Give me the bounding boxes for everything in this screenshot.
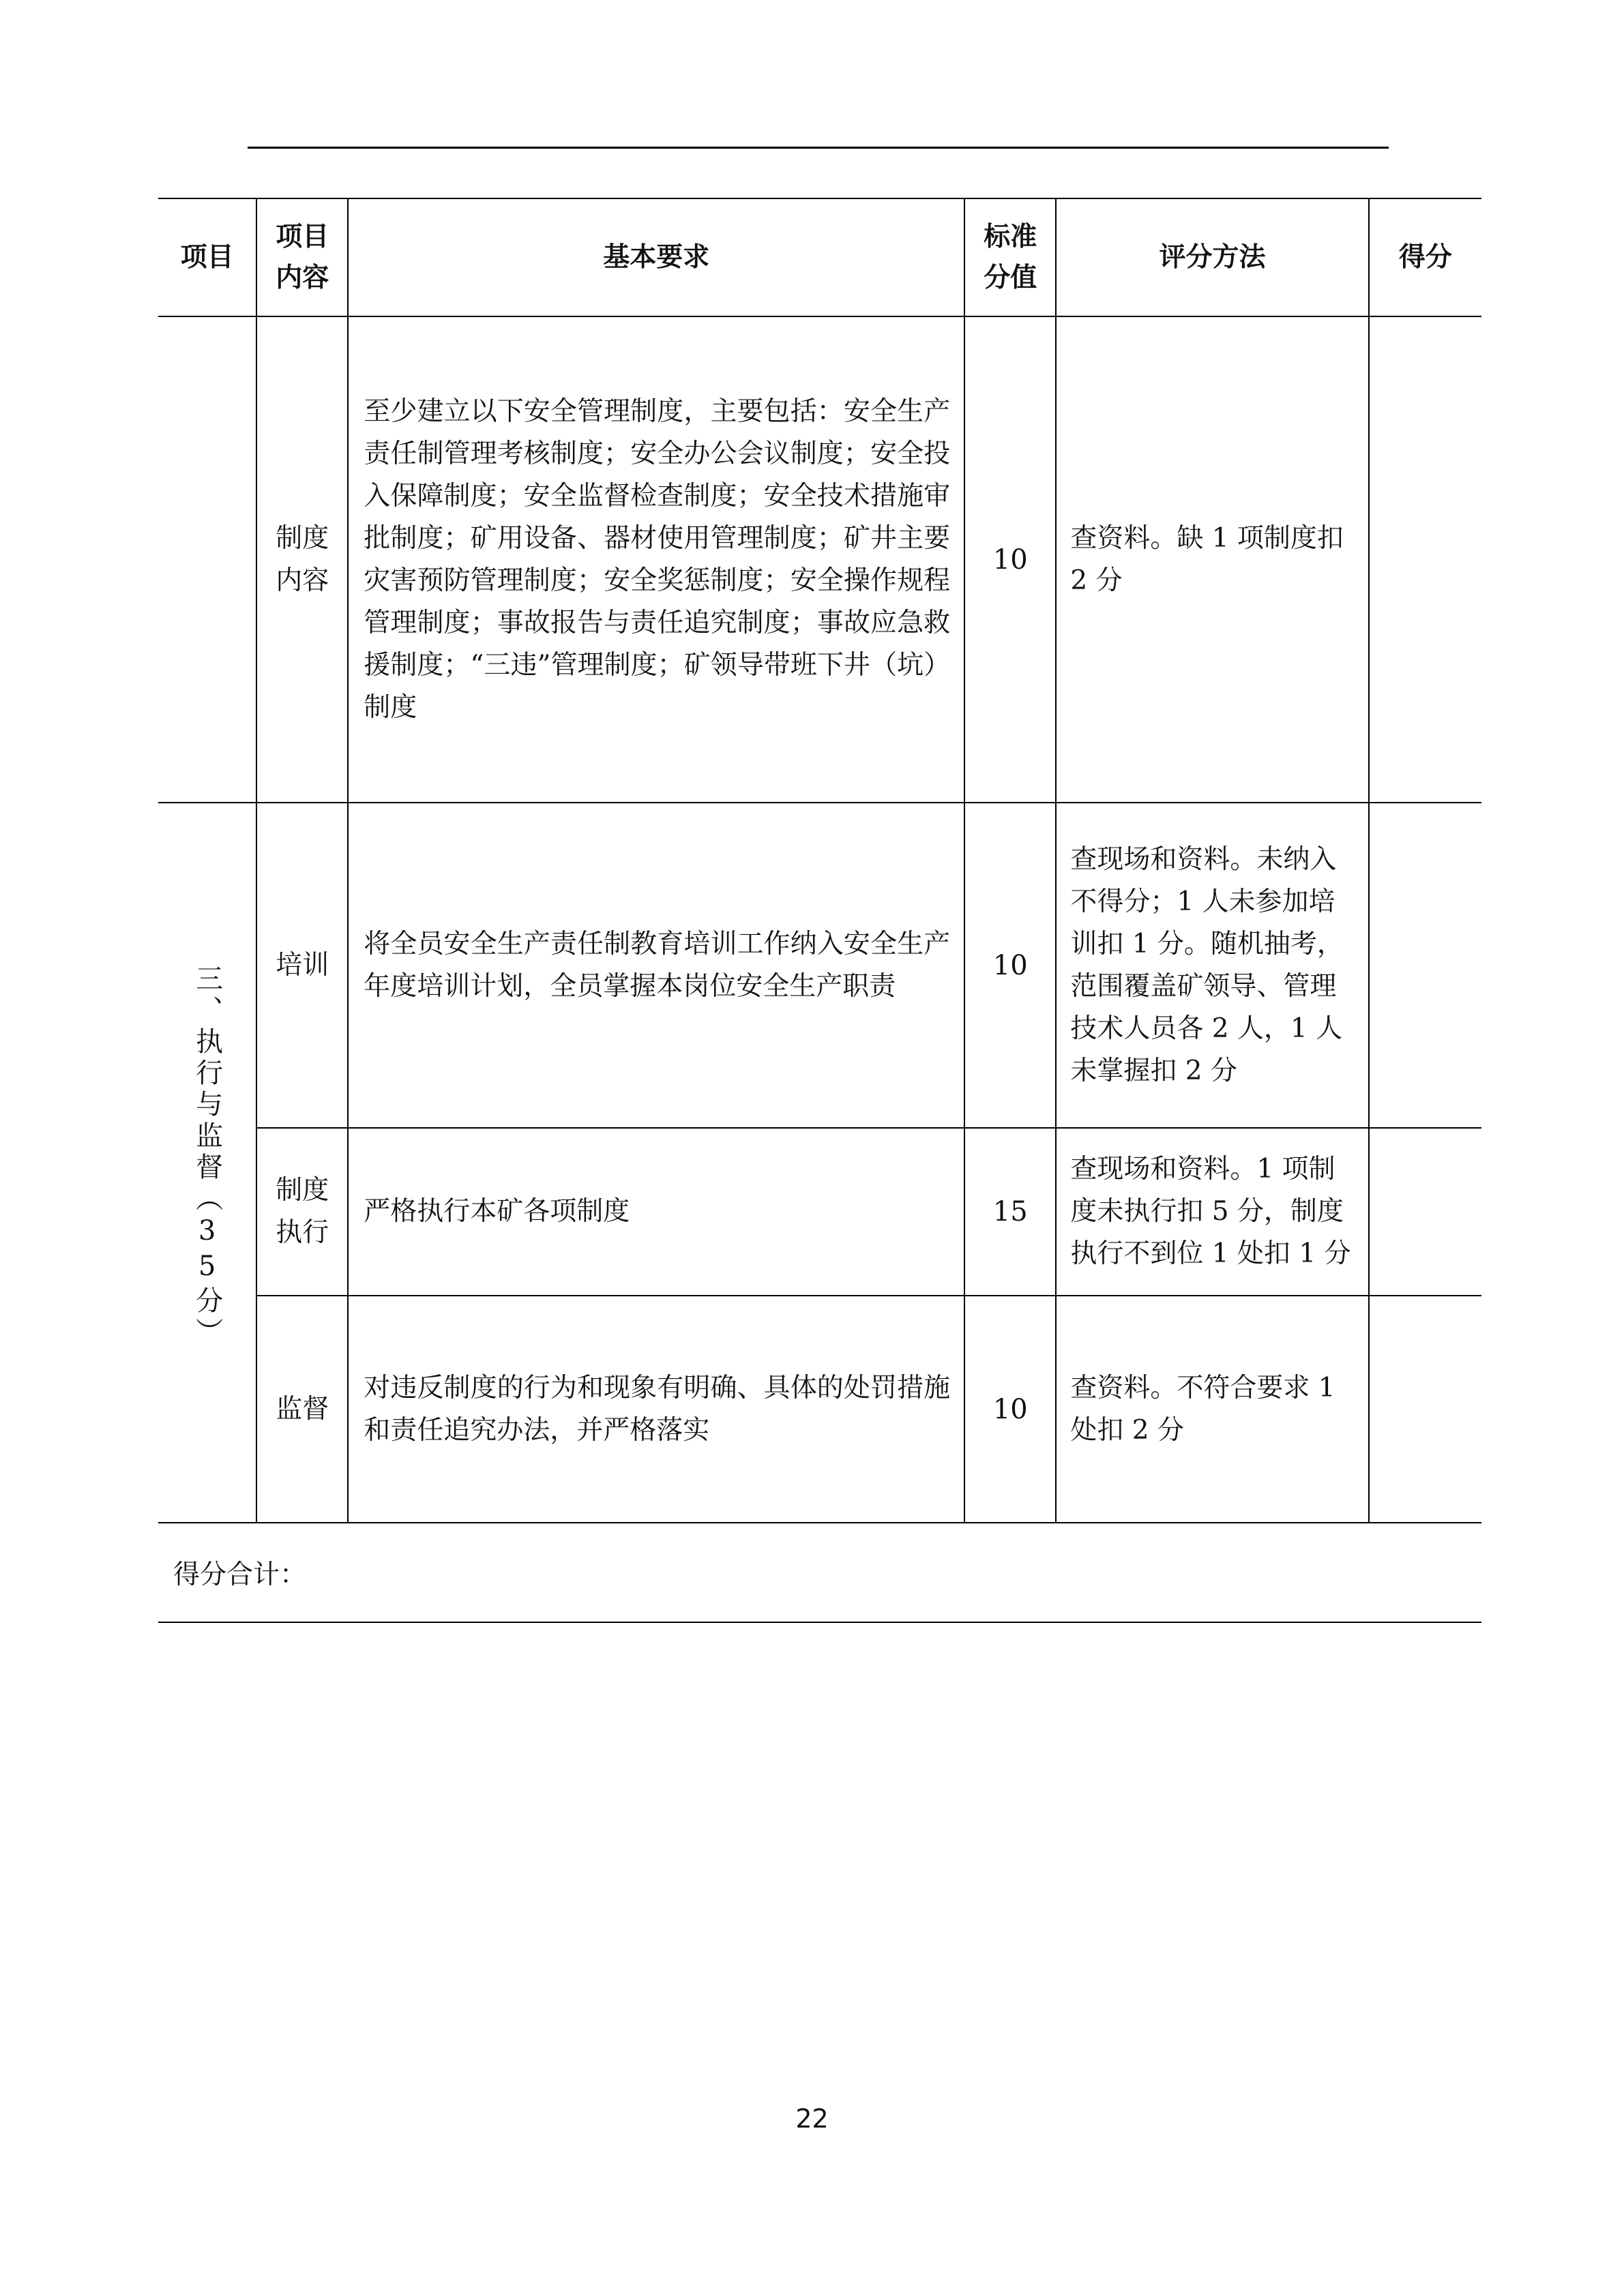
section-label-cell (158, 803, 256, 1523)
header-method: 评分方法 (1056, 198, 1368, 316)
requirement-cell: 对违反制度的行为和现象有明确、具体的处罚措施和责任追究办法，并严格落实 (348, 1296, 964, 1523)
table-row (158, 1296, 1481, 1523)
score-cell (1369, 803, 1481, 1128)
header-standard: 标准 分值 (964, 198, 1056, 316)
requirement-cell: 将全员安全生产责任制教育培训工作纳入安全生产年度培训计划，全员掌握本岗位安全生产职责 (348, 803, 964, 1128)
table-header-row (158, 198, 1481, 316)
section-label: 三、执行与监督（35分） (191, 964, 223, 1349)
scoring-table (158, 198, 1481, 1523)
content-cell: 制度 执行 (256, 1128, 348, 1296)
page-number: 22 (795, 2104, 829, 2134)
standard-cell: 10 (964, 803, 1056, 1128)
header-item: 项目 (158, 198, 256, 316)
requirement-cell: 严格执行本矿各项制度 (348, 1128, 964, 1296)
table-row (158, 1128, 1481, 1296)
standard-cell: 10 (964, 316, 1056, 803)
item-cell-empty (158, 316, 256, 803)
method-cell: 查现场和资料。未纳入不得分；1 人未参加培训扣 1 分。随机抽考，范围覆盖矿领导、管理技术人员各 2 人，1 人未掌握扣 2 分 (1056, 803, 1368, 1128)
header-content: 项目 内容 (256, 198, 348, 316)
table-row (158, 803, 1481, 1128)
method-cell: 查现场和资料。1 项制度未执行扣 5 分，制度执行不到位 1 处扣 1 分 (1056, 1128, 1368, 1296)
method-cell: 查资料。缺 1 项制度扣 2 分 (1056, 316, 1368, 803)
total-score-label: 得分合计： (158, 1527, 1481, 1623)
table-row (158, 316, 1481, 803)
header-score: 得分 (1369, 198, 1481, 316)
content-cell: 监督 (256, 1296, 348, 1523)
standard-cell: 15 (964, 1128, 1056, 1296)
requirement-cell: 至少建立以下安全管理制度，主要包括：安全生产责任制管理考核制度；安全办公会议制度；安全投入保障制度；安全监督检查制度；安全技术措施审批制度；矿用设备、器材使用管理制度；矿井主要灾害预防管理制度；安全奖惩制度；安全操作规程管理制度；事故报告与责任追究制度；事故应急救援制度；“三违”管理制度；矿领导带班下井（坑）制度 (348, 316, 964, 803)
method-cell: 查资料。不符合要求 1 处扣 2 分 (1056, 1296, 1368, 1523)
header-requirement: 基本要求 (348, 198, 964, 316)
score-cell (1369, 1296, 1481, 1523)
content-cell: 培训 (256, 803, 348, 1128)
score-cell (1369, 316, 1481, 803)
content-cell: 制度 内容 (256, 316, 348, 803)
score-cell (1369, 1128, 1481, 1296)
header-rule (248, 147, 1389, 149)
standard-cell: 10 (964, 1296, 1056, 1523)
